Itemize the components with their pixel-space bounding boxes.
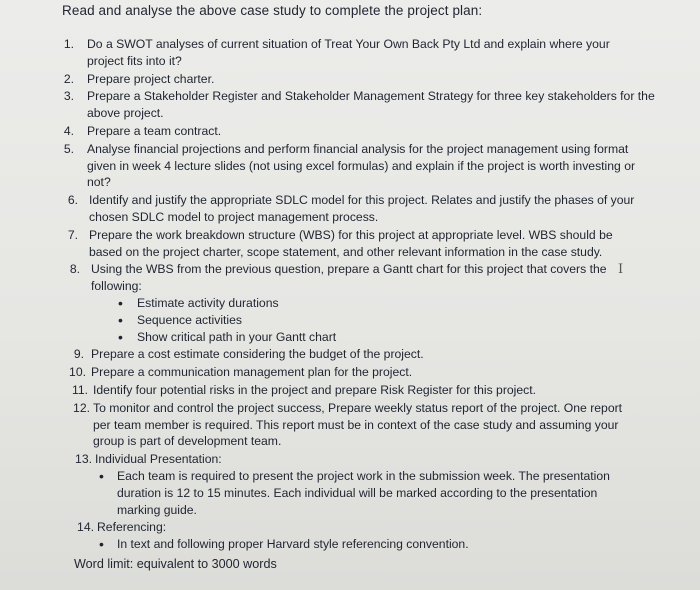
list-item (0, 141, 700, 191)
item-number: 3. (63, 89, 74, 104)
item-number: 5. (63, 141, 74, 156)
item-text: Using the WBS from the previous question, prepare a Gantt chart for this project that covers the following: (91, 262, 607, 294)
item-text: Do a SWOT analyses of current situation of Treat Your Own Back Pty Ltd and explain where your project fits into it? (87, 37, 610, 68)
item-number: 4. (63, 123, 74, 138)
item13-bullets (0, 468, 700, 518)
list-item (0, 88, 700, 122)
list-item (0, 192, 700, 226)
task-list (0, 36, 700, 554)
bullet-icon: • (118, 311, 123, 328)
item-text: Prepare a communication management plan for the project. (91, 365, 413, 380)
list-item (0, 536, 700, 553)
item-text: Individual Presentation: (95, 452, 222, 467)
item-text: Prepare a cost estimate considering the budget of the project. (91, 347, 424, 362)
item-number: 11. (71, 382, 88, 397)
list-item (0, 519, 700, 553)
item-text: Identify and justify the appropriate SDLC model for this project. Relates and justify the phases of your chosen SDLC model to project management process. (89, 193, 635, 224)
list-item (0, 71, 700, 88)
list-item (0, 346, 700, 363)
item-text: Prepare project charter. (87, 71, 215, 86)
list-item (0, 364, 700, 381)
item-text: Identify four potential risks in the project and prepare Risk Register for this project. (93, 382, 537, 397)
item14-bullets (0, 536, 700, 553)
item-number: 9. (73, 347, 84, 362)
list-item (0, 261, 700, 345)
item-number: 2. (63, 71, 74, 86)
item-text: Prepare a Stakeholder Register and Stakeholder Management Strategy for three key stakeholders for the above project. (87, 89, 655, 121)
list-item (0, 312, 700, 329)
item-text: Prepare the work breakdown structure (WBS) for this project at appropriate level. WBS should be based on the project charter, scope statement, and other relevant information in the case study. (89, 227, 613, 259)
item-number: 14. (77, 520, 94, 535)
word-limit-text: Word limit: equivalent to 3000 words (74, 557, 277, 571)
item-text: Referencing: (97, 520, 167, 535)
bullet-text: Sequence activities (137, 312, 243, 327)
text-cursor-icon: I (618, 262, 624, 277)
bullet-text: Show critical path in your Gantt chart (137, 329, 337, 344)
bullet-icon: • (118, 294, 123, 311)
item-number: 7. (67, 227, 78, 242)
item-text: To monitor and control the project success, Prepare weekly status report of the project. One report per team member is required. This report must be in context of the case study and assuming your group is part of development team. (93, 400, 623, 449)
list-item (0, 451, 700, 518)
bullet-text: Estimate activity durations (137, 295, 279, 310)
bullet-icon: • (118, 328, 123, 345)
item8-bullets (0, 295, 700, 345)
bullet-text: In text and following proper Harvard style referencing convention. (117, 537, 469, 552)
list-item (0, 468, 700, 518)
item-number: 12. (73, 400, 90, 415)
list-item (0, 329, 700, 346)
list-item (0, 295, 700, 312)
item-number: 13. (75, 452, 92, 467)
list-item (0, 382, 700, 399)
bullet-icon: • (99, 536, 104, 553)
item-text: Analyse financial projections and perform financial analysis for the project management using format given in week 4 lecture slides (not using excel formulas) and explain if the project is worth investing or not? (87, 141, 636, 190)
item-text: Prepare a team contract. (87, 123, 222, 138)
list-item (0, 36, 700, 70)
list-item (0, 123, 700, 140)
intro-text: Read and analyse the above case study to complete the project plan: (62, 3, 483, 18)
item-number: 8. (69, 262, 80, 277)
item-number: 6. (67, 193, 78, 208)
bullet-text: Each team is required to present the project work in the submission week. The presentation duration is 12 to 15 minutes. Each individual will be marked according to the presentation marking guide. (117, 468, 610, 517)
item-number: 10. (69, 365, 86, 380)
list-item (0, 227, 700, 261)
list-item (0, 400, 700, 450)
bullet-icon: • (99, 467, 104, 484)
item-number: 1. (63, 37, 74, 51)
